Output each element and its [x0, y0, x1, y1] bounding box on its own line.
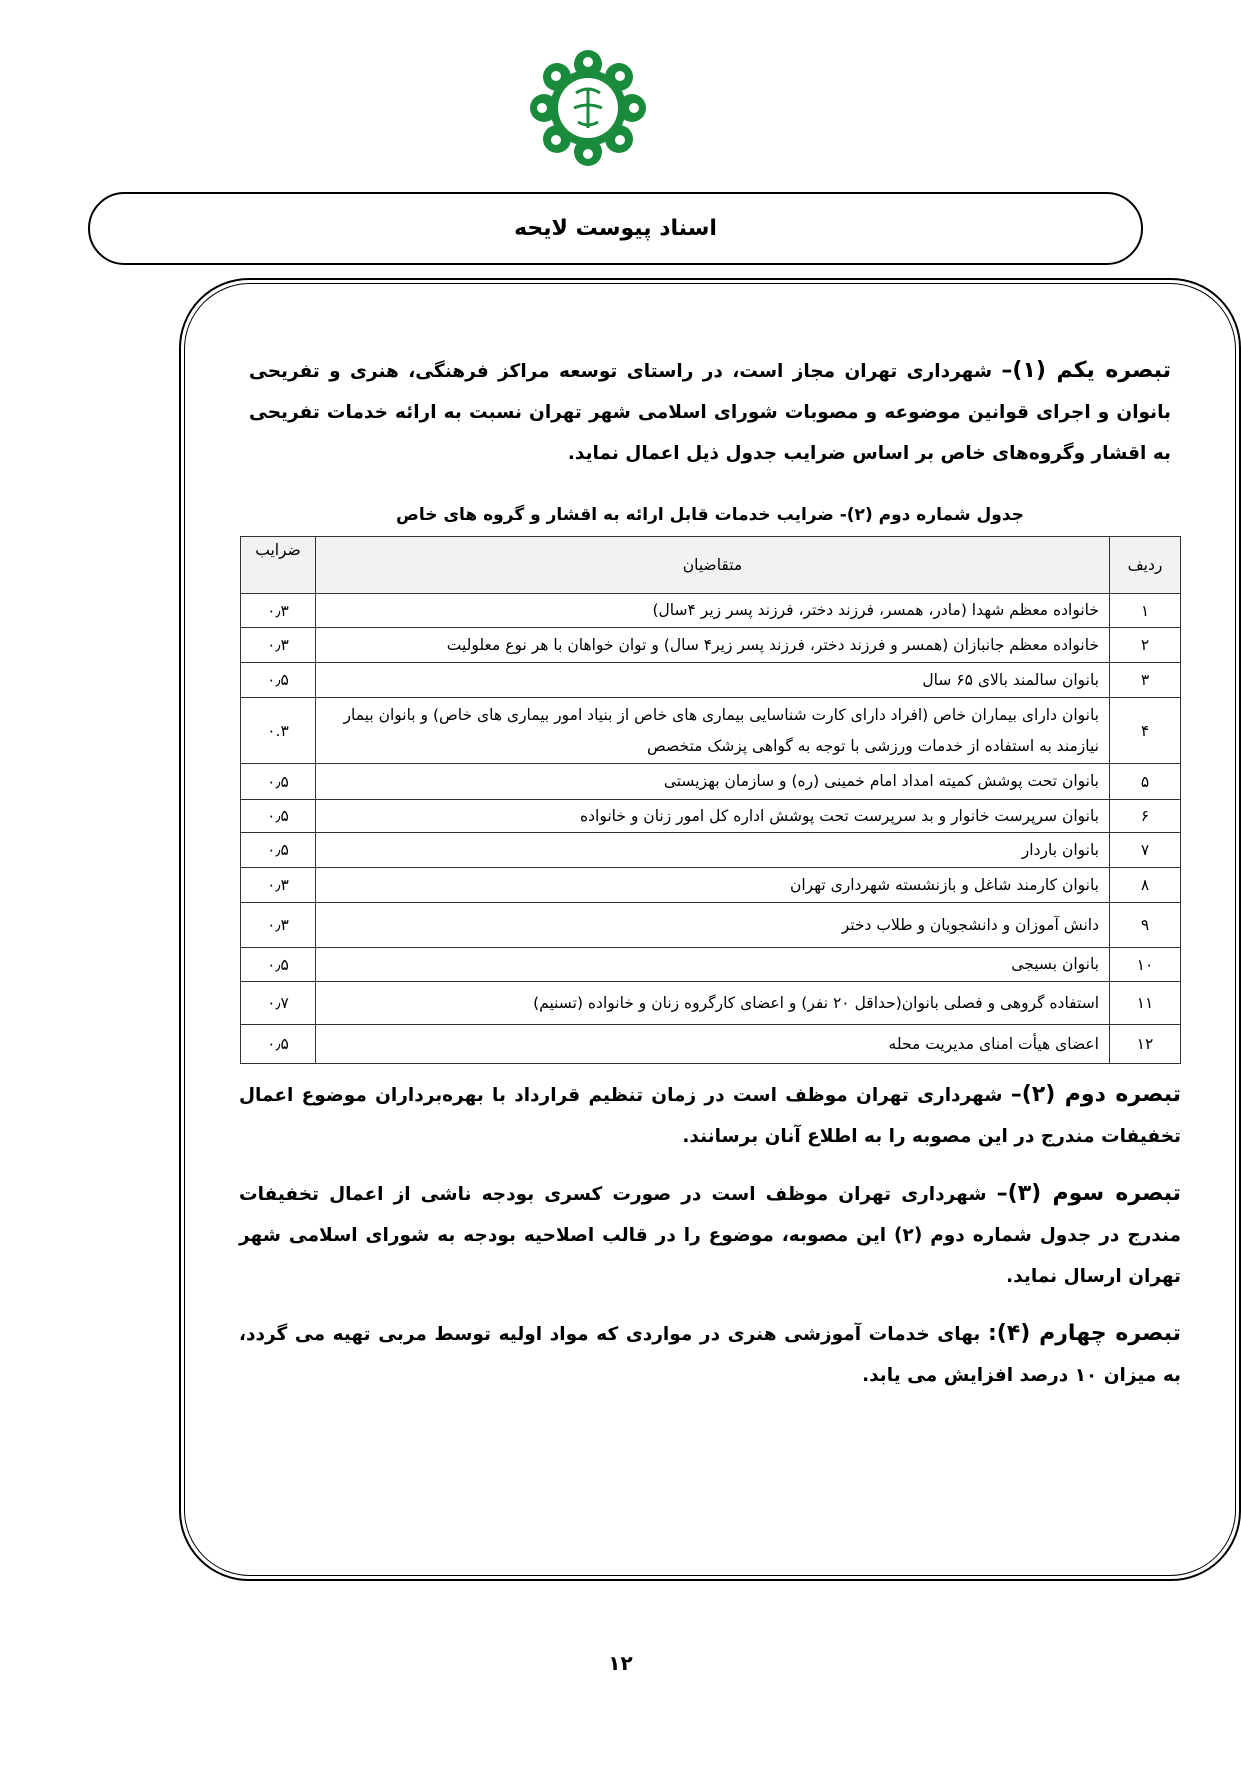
note-2-lead: تبصره دوم (۲)–: [1010, 1082, 1181, 1107]
row-number: ۱۱: [1110, 982, 1181, 1025]
rates-table: [240, 536, 1181, 1064]
table-row: [241, 698, 1181, 764]
row-number: ۱۰: [1110, 948, 1181, 982]
note-1: [249, 350, 1171, 474]
row-applicant: اعضای هیأت امنای مدیریت محله: [316, 1025, 1110, 1064]
row-applicant: بانوان کارمند شاغل و بازنشسته شهرداری تهران: [316, 868, 1110, 903]
note-3-lead: تبصره سوم (۳)–: [996, 1181, 1181, 1206]
header-title: اسناد پیوست لایحه: [88, 192, 1143, 265]
row-applicant: بانوان سالمند بالای ۶۵ سال: [316, 663, 1110, 698]
note-4-lead: تبصره چهارم (۴):: [987, 1321, 1181, 1346]
header-desc: متقاضیان: [316, 537, 1110, 594]
row-applicant: استفاده گروهی و فصلی بانوان(حداقل ۲۰ نفر) و اعضای کارگروه زنان و خانواده (تسنیم): [316, 982, 1110, 1025]
table-row: [241, 800, 1181, 833]
note-1-lead: تبصره یکم (۱)–: [1001, 358, 1171, 383]
row-rate: ۰٫۵: [241, 948, 316, 982]
row-number: ۷: [1110, 833, 1181, 868]
row-applicant: خانواده معظم جانبازان (همسر و فرزند دختر، فرزند پسر زیر۴ سال) و توان خواهان با هر نوع معلولیت: [316, 628, 1110, 663]
row-number: ۱: [1110, 594, 1181, 628]
page-number: ۱۲: [608, 1651, 633, 1675]
table-row: [241, 1025, 1181, 1064]
row-rate: ۰٫۳: [241, 594, 316, 628]
table-title: جدول شماره دوم (۲)- ضرایب خدمات قابل ارائه به اقشار و گروه های خاص: [396, 505, 1024, 525]
header-rate: ضرایب: [241, 537, 316, 594]
note-3: [239, 1173, 1181, 1297]
note-1-text: شهرداری تهران مجاز است، در راستای توسعه مراکز فرهنگی، هنری و تفریحی بانوان و اجرای قوانین موضوعه و مصوبات شورای اسلامی شهر تهران نسبت به ارائه خدمات تفریحی به اقشار وگروه‌های خاص بر اساس ضرایب جدول ذیل اعمال نماید.: [249, 361, 1171, 464]
row-applicant: خانواده معظم شهدا (مادر، همسر، فرزند دختر، فرزند پسر زیر ۴سال): [316, 594, 1110, 628]
table-row: [241, 903, 1181, 948]
header-no: ردیف: [1110, 537, 1181, 594]
row-applicant: بانوان بسیجی: [316, 948, 1110, 982]
row-number: ۸: [1110, 868, 1181, 903]
row-number: ۴: [1110, 698, 1181, 764]
row-number: ۳: [1110, 663, 1181, 698]
table-row: [241, 982, 1181, 1025]
row-rate: ۰٫۳: [241, 628, 316, 663]
row-applicant: بانوان تحت پوشش کمیته امداد امام خمینی (ره) و سازمان بهزیستی: [316, 764, 1110, 800]
row-number: ۱۲: [1110, 1025, 1181, 1064]
row-number: ۵: [1110, 764, 1181, 800]
row-rate: ۰٫۵: [241, 800, 316, 833]
row-applicant: بانوان سرپرست خانوار و بد سرپرست تحت پوشش اداره کل امور زنان و خانواده: [316, 800, 1110, 833]
note-4: [239, 1313, 1181, 1396]
row-rate: ۰٫۳: [241, 903, 316, 948]
row-rate: ۰٫۵: [241, 833, 316, 868]
table-row: [241, 868, 1181, 903]
row-rate: ۰٫۳: [241, 868, 316, 903]
note-3-text: شهرداری تهران موظف است در صورت کسری بودجه ناشی از اعمال تخفیفات مندرج در جدول شماره دوم (۲) این مصوبه، موضوع را در قالب اصلاحیه بودجه به شورای اسلامی شهر تهران ارسال نماید.: [239, 1184, 1181, 1287]
note-2: [239, 1074, 1181, 1157]
table-row: [241, 833, 1181, 868]
table-row: [241, 628, 1181, 663]
table-header-row: [241, 537, 1181, 594]
row-rate: ۰٫۷: [241, 982, 316, 1025]
row-rate: ۰٫۵: [241, 1025, 316, 1064]
tehran-municipality-logo: [528, 48, 648, 168]
row-rate: ۰٫۵: [241, 764, 316, 800]
row-number: ۲: [1110, 628, 1181, 663]
row-number: ۹: [1110, 903, 1181, 948]
row-rate: ۰.۳: [241, 698, 316, 764]
row-number: ۶: [1110, 800, 1181, 833]
table-row: [241, 663, 1181, 698]
table-row: [241, 948, 1181, 982]
row-applicant: بانوان دارای بیماران خاص (افراد دارای کارت شناسایی بیماری های خاص از بنیاد امور بیماری های خاص) و بانوان بیمار نیازمند به استفاده از خدمات ورزشی با توجه به گواهی پزشک متخصص: [316, 698, 1110, 764]
table-row: [241, 764, 1181, 800]
content-frame: [179, 278, 1241, 1581]
row-rate: ۰٫۵: [241, 663, 316, 698]
note-4-text: بهای خدمات آموزشی هنری در مواردی که مواد اولیه توسط مربی تهیه می گردد، به میزان ۱۰ درصد افزایش می یابد.: [239, 1324, 1181, 1386]
table-row: [241, 594, 1181, 628]
note-2-text: شهرداری تهران موظف است در زمان تنظیم قرارداد با بهره‌برداران موضوع اعمال تخفیفات مندرج در این مصوبه را به اطلاع آنان برسانند.: [239, 1085, 1181, 1147]
row-applicant: بانوان باردار: [316, 833, 1110, 868]
row-applicant: دانش آموزان و دانشجویان و طلاب دختر: [316, 903, 1110, 948]
